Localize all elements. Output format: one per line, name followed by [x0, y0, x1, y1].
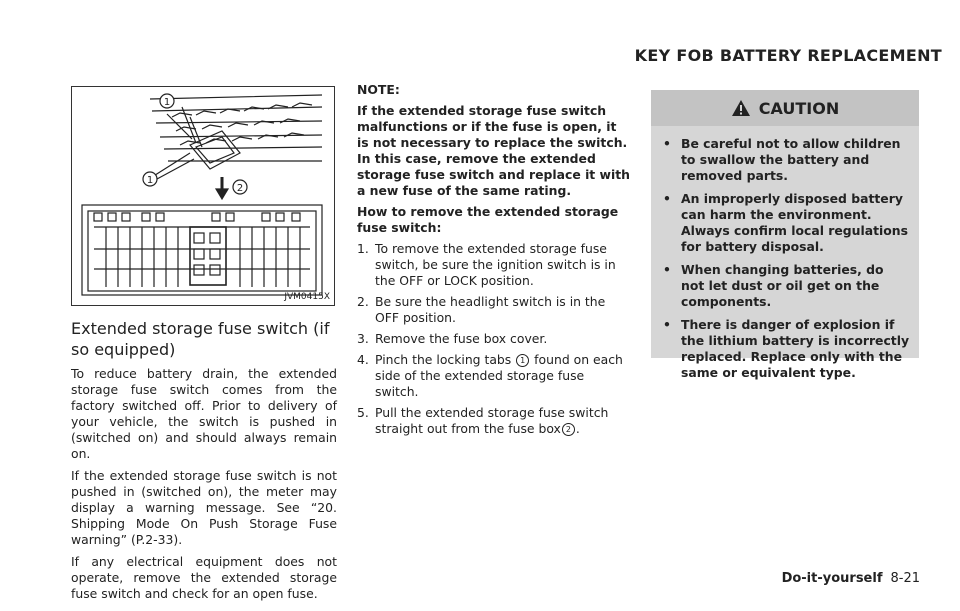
footer-section: Do-it-yourself	[781, 571, 883, 586]
step-text: Pull the extended storage fuse switch straight out from the fuse box	[375, 405, 609, 436]
caution-item-text: Be careful not to allow children to swallow the battery and removed parts.	[681, 136, 901, 183]
caution-item-text: When changing batteries, do not let dust or oil get on the components.	[681, 262, 884, 309]
bullet: •	[663, 136, 671, 151]
page-number: 8-21	[890, 571, 920, 586]
callout-1-top: 1	[163, 97, 171, 108]
caution-item	[663, 136, 911, 184]
figure-caption: JVM0415X	[284, 292, 330, 302]
step-number: 5.	[357, 405, 369, 420]
removal-steps	[357, 241, 630, 437]
caution-item	[663, 262, 911, 310]
left-column	[71, 318, 337, 608]
fuse-box-illustration	[71, 86, 335, 306]
caution-item	[663, 191, 911, 255]
page-header-title: KEY FOB BATTERY REPLACEMENT	[634, 46, 942, 65]
step-number: 1.	[357, 241, 369, 256]
callout-1-left: 1	[146, 175, 154, 186]
middle-column	[357, 82, 630, 442]
step-text-cont: .	[575, 421, 580, 436]
paragraph-3: If any electrical equipment does not operate, remove the extended storage fuse switch and check for an open fuse.	[71, 554, 337, 601]
warning-triangle-icon	[731, 99, 751, 117]
caution-list	[663, 136, 911, 388]
note-text: If the extended storage fuse switch malfunctions or if the fuse is open, it is not necessary to replace the switch. In this case, remove the extended storage fuse switch and replace it with a new fuse of the same rating.	[357, 103, 630, 198]
note-label: NOTE:	[357, 82, 400, 97]
step-item	[357, 331, 630, 347]
caution-item-text: An improperly disposed battery can harm the environment. Always confirm local regulations for battery disposal.	[681, 191, 908, 254]
step-item	[357, 405, 630, 437]
step-text-cont: found on each side of the extended storage fuse switch.	[375, 352, 623, 399]
step-number: 2.	[357, 294, 369, 309]
bullet: •	[663, 262, 671, 277]
step-item	[357, 294, 630, 326]
caution-box	[651, 90, 919, 380]
step-item	[357, 352, 630, 400]
step-number: 3.	[357, 331, 369, 346]
paragraph-1: To reduce battery drain, the extended storage fuse switch comes from the factory switched off. Prior to delivery of your vehicle, the switch is pushed in (switched on) and should always remain on.	[71, 366, 337, 461]
callout-marker-icon: 2	[562, 423, 575, 436]
paragraph-2: If the extended storage fuse switch is not pushed in (switched on), the meter may display a warning message. See “20. Shipping Mode On Push Storage Fuse warning” (P.2-33).	[71, 468, 337, 547]
caution-header	[651, 90, 919, 126]
bullet: •	[663, 191, 671, 206]
step-item	[357, 241, 630, 289]
step-text: To remove the extended storage fuse switch, be sure the ignition switch is in the OFF or LOCK position.	[375, 241, 616, 288]
section-heading: Extended storage fuse switch (if so equipped)	[71, 319, 330, 359]
page-footer	[782, 571, 920, 586]
caution-item-text: There is danger of explosion if the lithium battery is incorrectly replaced. Replace only with the same or equivalent type.	[681, 317, 910, 380]
step-number: 4.	[357, 352, 369, 367]
step-text: Remove the fuse box cover.	[375, 331, 548, 346]
caution-title: CAUTION	[758, 98, 840, 118]
howto-heading: How to remove the extended storage fuse switch:	[357, 204, 619, 235]
bullet: •	[663, 317, 671, 332]
step-text: Be sure the headlight switch is in the OFF position.	[375, 294, 606, 325]
callout-marker-icon: 1	[516, 354, 529, 367]
caution-item	[663, 317, 911, 381]
fuse-box-drawing	[72, 87, 334, 305]
callout-2: 2	[236, 183, 244, 194]
step-text: Pinch the locking tabs	[375, 352, 512, 367]
